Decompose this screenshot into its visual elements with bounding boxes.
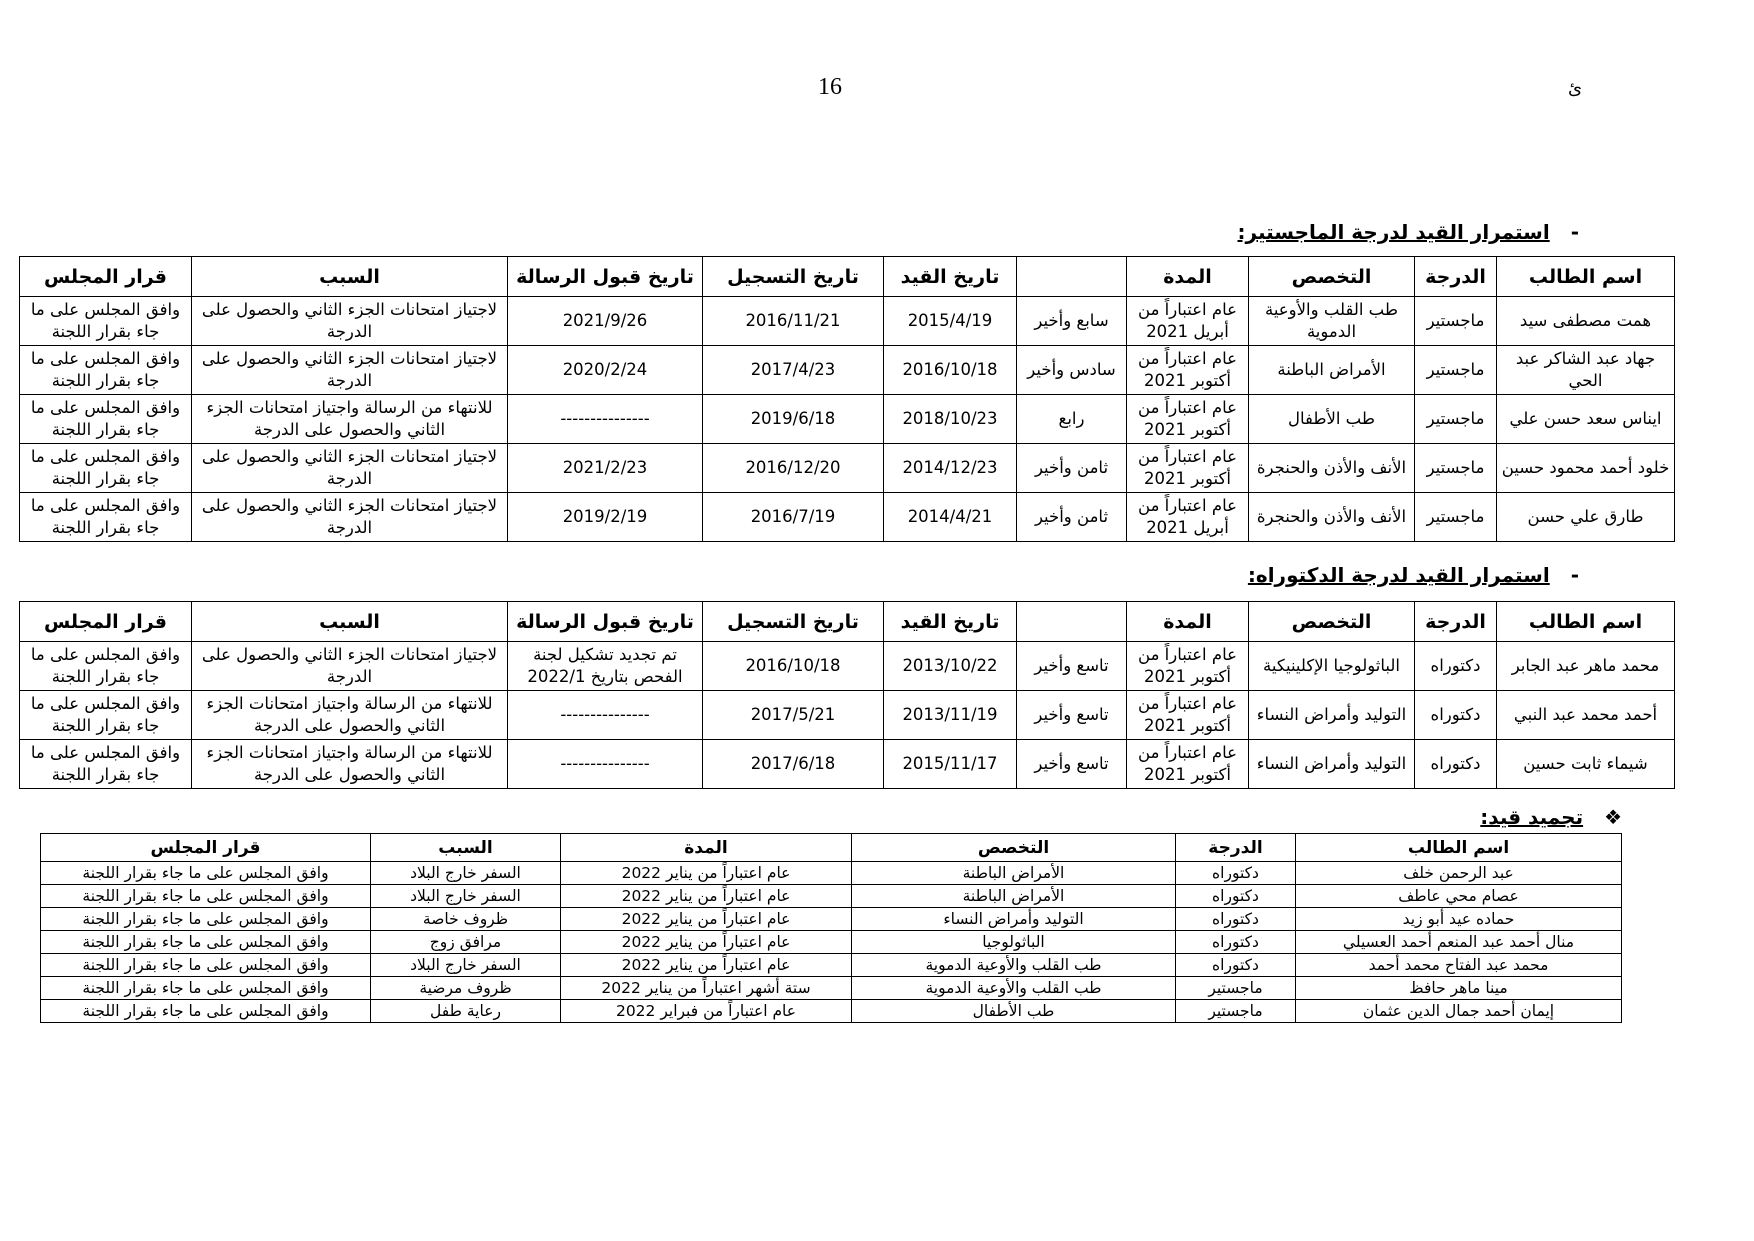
column-header: تاريخ قبول الرسالة	[508, 257, 703, 297]
table-cell: جهاد عبد الشاكر عبد الحي	[1497, 346, 1675, 395]
table-cell: عام اعتباراً من أكتوبر 2021	[1127, 444, 1249, 493]
table-cell: عام اعتباراً من أبريل 2021	[1127, 493, 1249, 542]
column-header: السبب	[192, 602, 508, 642]
freeze-section-title	[1480, 805, 1622, 829]
freeze-student-row	[41, 977, 1622, 1000]
freeze-enrollment-table	[40, 833, 1622, 1023]
dash-bullet: -	[1570, 220, 1579, 244]
masters-section-title	[1238, 220, 1580, 244]
table-cell: وافق المجلس على ما جاء بقرار اللجنة	[41, 931, 371, 954]
table-cell: وافق المجلس على ما جاء بقرار اللجنة	[41, 977, 371, 1000]
table-cell: عام اعتباراً من يناير 2022	[561, 931, 852, 954]
table-cell: وافق المجلس على ما جاء بقرار اللجنة	[20, 642, 192, 691]
table-cell: 2017/5/21	[703, 691, 884, 740]
diamond-bullet-icon: ❖	[1604, 805, 1622, 829]
table-cell: وافق المجلس على ما جاء بقرار اللجنة	[41, 862, 371, 885]
table-cell: أحمد محمد عبد النبي	[1497, 691, 1675, 740]
table-header-row	[20, 257, 1675, 297]
page-number: 16	[818, 74, 842, 100]
table-cell: 2017/6/18	[703, 740, 884, 789]
table-cell: سادس وأخير	[1017, 346, 1127, 395]
table-cell: تاسع وأخير	[1017, 691, 1127, 740]
table-cell: للانتهاء من الرسالة واجتياز امتحانات الجزء الثاني والحصول على الدرجة	[192, 691, 508, 740]
column-header: تاريخ التسجيل	[703, 257, 884, 297]
table-cell: 2016/10/18	[703, 642, 884, 691]
table-cell: 2015/11/17	[884, 740, 1017, 789]
table-cell: وافق المجلس على ما جاء بقرار اللجنة	[20, 691, 192, 740]
table-cell: ثامن وأخير	[1017, 444, 1127, 493]
masters-title-text: استمرار القيد لدرجة الماجستير:	[1237, 220, 1550, 244]
table-cell: الأمراض الباطنة	[852, 862, 1176, 885]
masters-student-row	[20, 395, 1675, 444]
freeze-title-text: تجميد قيد:	[1480, 805, 1584, 829]
table-cell: طب الأطفال	[852, 1000, 1176, 1023]
column-header: قرار المجلس	[41, 834, 371, 862]
table-cell: رعاية طفل	[371, 1000, 561, 1023]
freeze-student-row	[41, 954, 1622, 977]
freeze-student-row	[41, 931, 1622, 954]
table-cell: ماجستير	[1415, 297, 1497, 346]
column-header: المدة	[561, 834, 852, 862]
table-cell: 2019/2/19	[508, 493, 703, 542]
table-cell: ---------------	[508, 740, 703, 789]
table-cell: دكتوراه	[1176, 954, 1296, 977]
table-cell: وافق المجلس على ما جاء بقرار اللجنة	[20, 395, 192, 444]
table-cell: للانتهاء من الرسالة واجتياز امتحانات الجزء الثاني والحصول على الدرجة	[192, 740, 508, 789]
masters-student-row	[20, 346, 1675, 395]
table-cell: طب الأطفال	[1249, 395, 1415, 444]
table-cell: تم تجديد تشكيل لجنة الفحص بتاريخ 2022/1	[508, 642, 703, 691]
table-cell: عام اعتباراً من أكتوبر 2021	[1127, 395, 1249, 444]
doctorate-student-row	[20, 740, 1675, 789]
column-header: السبب	[371, 834, 561, 862]
table-cell: وافق المجلس على ما جاء بقرار اللجنة	[20, 297, 192, 346]
column-header: المدة	[1127, 257, 1249, 297]
column-header: تاريخ قبول الرسالة	[508, 602, 703, 642]
table-cell: ماجستير	[1176, 977, 1296, 1000]
masters-student-row	[20, 444, 1675, 493]
table-cell: لاجتياز امتحانات الجزء الثاني والحصول على الدرجة	[192, 297, 508, 346]
column-header	[1017, 257, 1127, 297]
masters-continuation-table	[19, 256, 1675, 542]
freeze-student-row	[41, 862, 1622, 885]
table-cell: 2014/4/21	[884, 493, 1017, 542]
table-cell: عبد الرحمن خلف	[1296, 862, 1622, 885]
table-cell: التوليد وأمراض النساء	[1249, 691, 1415, 740]
freeze-student-row	[41, 908, 1622, 931]
table-cell: ماجستير	[1415, 444, 1497, 493]
freeze-student-row	[41, 885, 1622, 908]
column-header: التخصص	[1249, 602, 1415, 642]
table-cell: ستة أشهر اعتباراً من يناير 2022	[561, 977, 852, 1000]
table-cell: ماجستير	[1176, 1000, 1296, 1023]
table-cell: الباثولوجيا	[852, 931, 1176, 954]
table-cell: 2013/11/19	[884, 691, 1017, 740]
freeze-student-row	[41, 1000, 1622, 1023]
dash-bullet: -	[1570, 563, 1579, 587]
table-cell: دكتوراه	[1176, 885, 1296, 908]
column-header: التخصص	[852, 834, 1176, 862]
table-cell: وافق المجلس على ما جاء بقرار اللجنة	[41, 908, 371, 931]
table-cell: الأنف والأذن والحنجرة	[1249, 444, 1415, 493]
column-header: المدة	[1127, 602, 1249, 642]
table-cell: ماجستير	[1415, 493, 1497, 542]
table-cell: 2016/12/20	[703, 444, 884, 493]
table-cell: عام اعتباراً من أكتوبر 2021	[1127, 740, 1249, 789]
table-cell: التوليد وأمراض النساء	[852, 908, 1176, 931]
table-cell: 2018/10/23	[884, 395, 1017, 444]
table-cell: ماجستير	[1415, 346, 1497, 395]
table-cell: ظروف خاصة	[371, 908, 561, 931]
table-cell: طارق علي حسن	[1497, 493, 1675, 542]
table-cell: عام اعتباراً من فبراير 2022	[561, 1000, 852, 1023]
table-cell: ظروف مرضية	[371, 977, 561, 1000]
table-cell: 2020/2/24	[508, 346, 703, 395]
table-cell: 2014/12/23	[884, 444, 1017, 493]
table-cell: عام اعتباراً من أكتوبر 2021	[1127, 642, 1249, 691]
column-header: قرار المجلس	[20, 257, 192, 297]
table-cell: ايناس سعد حسن علي	[1497, 395, 1675, 444]
column-header: الدرجة	[1415, 257, 1497, 297]
table-cell: شيماء ثابت حسين	[1497, 740, 1675, 789]
table-cell: سابع وأخير	[1017, 297, 1127, 346]
table-cell: لاجتياز امتحانات الجزء الثاني والحصول على الدرجة	[192, 444, 508, 493]
column-header	[1017, 602, 1127, 642]
column-header: تاريخ التسجيل	[703, 602, 884, 642]
table-cell: خلود أحمد محمود حسين	[1497, 444, 1675, 493]
table-cell: ثامن وأخير	[1017, 493, 1127, 542]
table-cell: عام اعتباراً من أكتوبر 2021	[1127, 691, 1249, 740]
table-cell: 2016/11/21	[703, 297, 884, 346]
table-cell: الأمراض الباطنة	[1249, 346, 1415, 395]
table-cell: محمد عبد الفتاح محمد أحمد	[1296, 954, 1622, 977]
doctorate-student-row	[20, 691, 1675, 740]
table-header-row	[41, 834, 1622, 862]
column-header: قرار المجلس	[20, 602, 192, 642]
table-cell: مينا ماهر حافظ	[1296, 977, 1622, 1000]
table-cell: محمد ماهر عبد الجابر	[1497, 642, 1675, 691]
table-cell: رابع	[1017, 395, 1127, 444]
table-cell: دكتوراه	[1415, 642, 1497, 691]
table-cell: عام اعتباراً من أكتوبر 2021	[1127, 346, 1249, 395]
table-cell: طب القلب والأوعية الدموية	[1249, 297, 1415, 346]
table-cell: الأنف والأذن والحنجرة	[1249, 493, 1415, 542]
table-cell: السفر خارج البلاد	[371, 954, 561, 977]
column-header: تاريخ القيد	[884, 602, 1017, 642]
table-cell: الباثولوجيا الإكلينيكية	[1249, 642, 1415, 691]
doctorate-student-row	[20, 642, 1675, 691]
table-cell: 2019/6/18	[703, 395, 884, 444]
masters-student-row	[20, 297, 1675, 346]
table-cell: دكتوراه	[1415, 691, 1497, 740]
table-header-row	[20, 602, 1675, 642]
table-cell: منال أحمد عبد المنعم أحمد العسيلي	[1296, 931, 1622, 954]
table-cell: لاجتياز امتحانات الجزء الثاني والحصول على الدرجة	[192, 642, 508, 691]
table-cell: عام اعتباراً من يناير 2022	[561, 908, 852, 931]
column-header: اسم الطالب	[1497, 602, 1675, 642]
table-cell: السفر خارج البلاد	[371, 862, 561, 885]
table-cell: دكتوراه	[1415, 740, 1497, 789]
table-cell: 2013/10/22	[884, 642, 1017, 691]
table-cell: ماجستير	[1415, 395, 1497, 444]
table-cell: 2016/7/19	[703, 493, 884, 542]
table-cell: حماده عيد أبو زيد	[1296, 908, 1622, 931]
column-header: السبب	[192, 257, 508, 297]
masters-student-row	[20, 493, 1675, 542]
table-cell: عام اعتباراً من أبريل 2021	[1127, 297, 1249, 346]
table-cell: عام اعتباراً من يناير 2022	[561, 954, 852, 977]
table-cell: وافق المجلس على ما جاء بقرار اللجنة	[41, 954, 371, 977]
table-cell: الأمراض الباطنة	[852, 885, 1176, 908]
table-cell: 2015/4/19	[884, 297, 1017, 346]
table-cell: ---------------	[508, 395, 703, 444]
table-cell: السفر خارج البلاد	[371, 885, 561, 908]
table-cell: عام اعتباراً من يناير 2022	[561, 885, 852, 908]
column-header: التخصص	[1249, 257, 1415, 297]
header-mark: ئ	[1568, 78, 1583, 99]
table-cell: تاسع وأخير	[1017, 740, 1127, 789]
column-header: اسم الطالب	[1296, 834, 1622, 862]
table-cell: التوليد وأمراض النساء	[1249, 740, 1415, 789]
table-cell: لاجتياز امتحانات الجزء الثاني والحصول على الدرجة	[192, 493, 508, 542]
doctorate-section-title	[1248, 563, 1579, 587]
table-cell: إيمان أحمد جمال الدين عثمان	[1296, 1000, 1622, 1023]
table-cell: عام اعتباراً من يناير 2022	[561, 862, 852, 885]
table-cell: طب القلب والأوعية الدموية	[852, 954, 1176, 977]
table-cell: 2017/4/23	[703, 346, 884, 395]
table-cell: 2021/2/23	[508, 444, 703, 493]
table-cell: وافق المجلس على ما جاء بقرار اللجنة	[20, 493, 192, 542]
table-cell: وافق المجلس على ما جاء بقرار اللجنة	[41, 885, 371, 908]
table-cell: همت مصطفى سيد	[1497, 297, 1675, 346]
table-cell: ---------------	[508, 691, 703, 740]
table-cell: طب القلب والأوعية الدموية	[852, 977, 1176, 1000]
table-cell: 2021/9/26	[508, 297, 703, 346]
table-cell: 2016/10/18	[884, 346, 1017, 395]
table-cell: لاجتياز امتحانات الجزء الثاني والحصول على الدرجة	[192, 346, 508, 395]
column-header: الدرجة	[1176, 834, 1296, 862]
column-header: اسم الطالب	[1497, 257, 1675, 297]
table-cell: وافق المجلس على ما جاء بقرار اللجنة	[20, 346, 192, 395]
doctorate-title-text: استمرار القيد لدرجة الدكتوراه:	[1247, 563, 1550, 587]
table-cell: للانتهاء من الرسالة واجتياز امتحانات الجزء الثاني والحصول على الدرجة	[192, 395, 508, 444]
table-cell: وافق المجلس على ما جاء بقرار اللجنة	[41, 1000, 371, 1023]
table-cell: مرافق زوج	[371, 931, 561, 954]
table-cell: وافق المجلس على ما جاء بقرار اللجنة	[20, 740, 192, 789]
table-cell: دكتوراه	[1176, 931, 1296, 954]
table-cell: وافق المجلس على ما جاء بقرار اللجنة	[20, 444, 192, 493]
table-cell: تاسع وأخير	[1017, 642, 1127, 691]
column-header: تاريخ القيد	[884, 257, 1017, 297]
table-cell: عصام محي عاطف	[1296, 885, 1622, 908]
table-cell: دكتوراه	[1176, 862, 1296, 885]
table-cell: دكتوراه	[1176, 908, 1296, 931]
column-header: الدرجة	[1415, 602, 1497, 642]
doctorate-continuation-table	[19, 601, 1675, 789]
